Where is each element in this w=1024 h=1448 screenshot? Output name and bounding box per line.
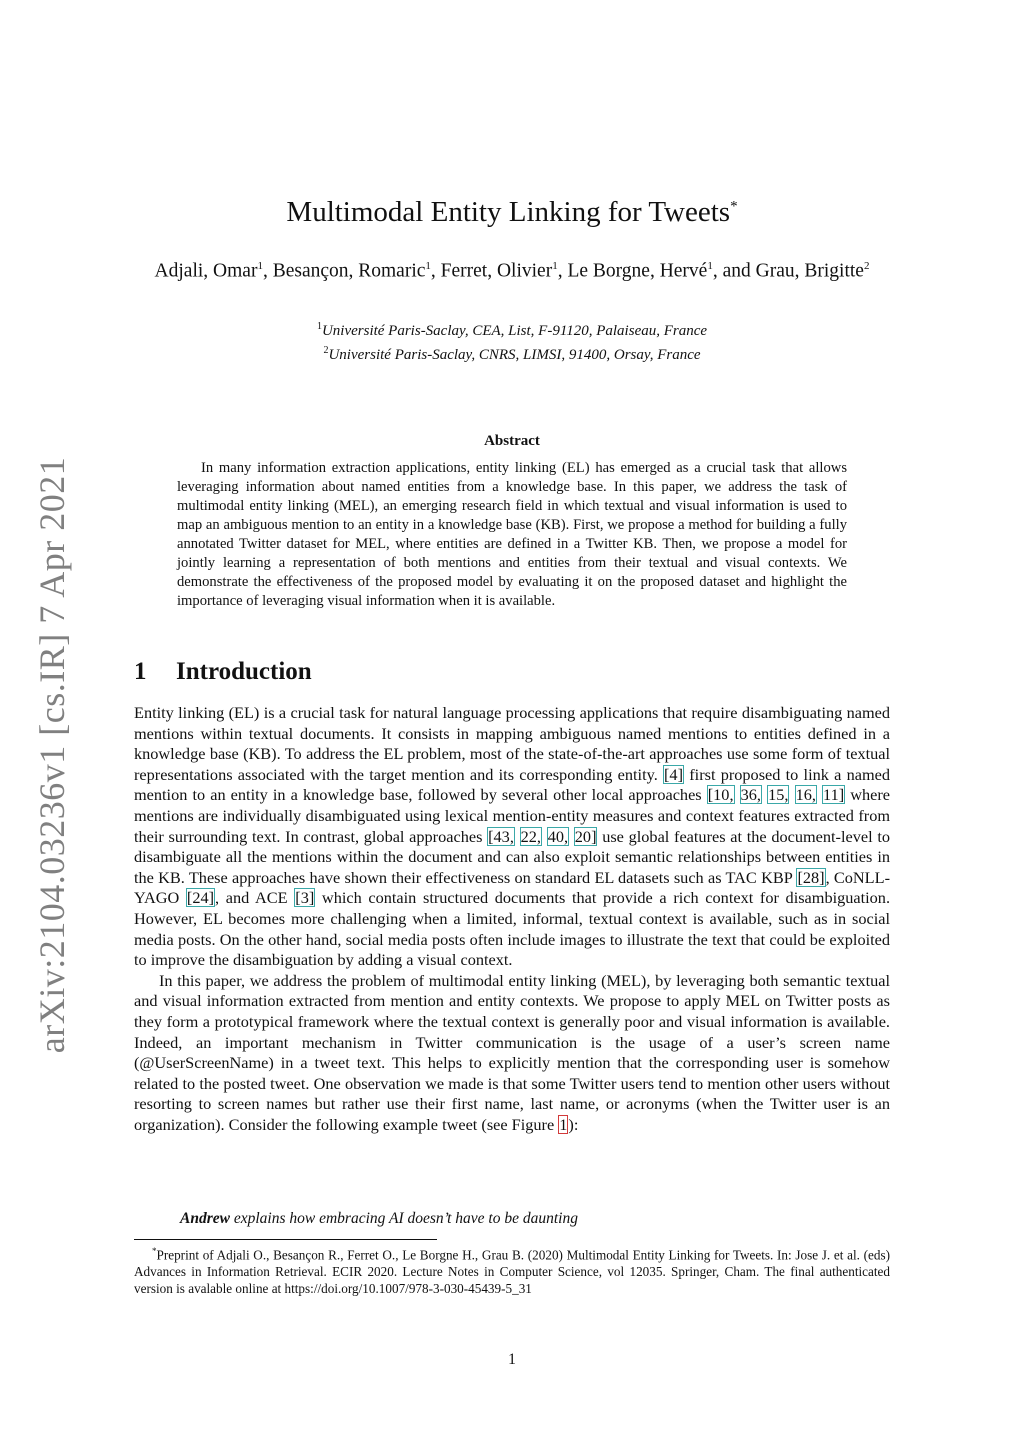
section-heading	[134, 658, 312, 686]
paper-title-text: Multimodal Entity Linking for Tweets	[286, 196, 731, 228]
page-number: 1	[508, 1351, 516, 1368]
author-3-affil: 1	[552, 260, 558, 272]
citation-link[interactable]: 20]	[574, 826, 597, 846]
citation-link[interactable]: [10,	[707, 785, 734, 805]
affiliation-1: $^1$Université Paris-Saclay, CEA, List, F-91120, Palaiseau, France	[316, 321, 708, 339]
author-4: Le Borgne, Hervé	[567, 260, 708, 282]
paper-title	[0, 196, 1024, 229]
abstract-heading: Abstract	[484, 433, 540, 449]
author-2: Besançon, Romaric	[272, 260, 426, 282]
footnote-text: Preprint of Adjali O., Besançon R., Ferret O., Le Borgne H., Grau B. (2020) Multimodal Entity Linking for Tweets. In: Jose J. et al. (eds) Advances in Information Retrieval. ECIR 2020. Lecture Notes in Computer Science, vol 12035. Springer, Cham. The final authenticated version is avalable online at https://doi.org/10.1007/978-3-030-45439-5_31	[134, 1247, 890, 1297]
paragraph-1: Entity linking (EL) is a crucial task for natural language processing applications that require disambiguating named mentions within textual documents. It consists in mapping ambiguous named mentions to entities defined in a knowledge base (KB). To address the EL problem, most of the state-of-the-art approaches use some form of textual representations associated with the target mention and its corresponding entity. [4] first proposed to link a named mention to an entity in a knowledge base, followed by several other local approaches [10, 36, 15, 16, 11] where mentions are individually disambiguated using lexical mention-entity measures and context features extracted from their surrounding text. In contrast, global approaches [43, 22, 40, 20] use global features at the document-level to disambiguate all the mentions within the document and can also exploit semantic relationships between entities in the KB. These approaches have shown their effectiveness on standard EL datasets such as TAC KBP [28], CoNLL-YAGO [24], and ACE [3] which contain structured documents that provide a rich context for disambiguation. However, EL becomes more challenging when a limited, informal, textual context is available, such as in social media posts. On the other hand, social media posts often include images to illustrate the text that could be exploited to improve the disambiguation by adding a visual context.	[134, 703, 891, 970]
affiliations	[0, 317, 1024, 365]
citation-link[interactable]: [3]	[295, 888, 315, 908]
figure-reference-link[interactable]: 1	[559, 1114, 568, 1134]
citation-link[interactable]: 15,	[768, 785, 789, 805]
citation-link[interactable]: [43,	[488, 826, 514, 846]
citation-link[interactable]: [24]	[186, 888, 215, 908]
author-1-affil: 1	[257, 260, 263, 272]
arxiv-stamp	[22, 456, 82, 1054]
citation-link[interactable]: 11]	[823, 785, 845, 805]
citation-link[interactable]: 22,	[520, 826, 541, 846]
example-tweet-text: explains how embracing AI doesn’t have to be daunting	[229, 1210, 578, 1227]
citation-link[interactable]: [28]	[797, 867, 825, 887]
footnote	[134, 1243, 890, 1297]
author-4-affil: 1	[707, 260, 713, 272]
citation-link[interactable]: [4]	[664, 764, 683, 784]
affiliation-2: $^2$Université Paris-Saclay, CNRS, LIMSI, 91400, Orsay, France	[323, 345, 701, 363]
example-tweet	[180, 1210, 578, 1228]
citation-link[interactable]: 40,	[547, 826, 569, 846]
author-3: Ferret, Olivier	[440, 260, 553, 282]
section-number: 1	[134, 658, 147, 685]
author-1: Adjali, Omar	[154, 260, 258, 282]
body-text	[134, 703, 890, 1135]
arxiv-stamp-text: arXiv:2104.03236v1 [cs.IR] 7 Apr 2021	[32, 456, 72, 1054]
author-5: and Grau, Brigitte	[722, 260, 864, 282]
section-title: Introduction	[176, 658, 312, 685]
paragraph-2: In this paper, we address the problem of multimodal entity linking (MEL), by leveraging both semantic textual and visual information extracted from mention and entity contexts. We propose to apply MEL on Twitter posts as they form a prototypical framework where the textual context is generally poor and visual information is available. Indeed, an important mechanism in Twitter communication is the usage of a user’s screen name (@UserScreenName) in a tweet text. This helps to explicitly mention that the corresponding user is somehow related to the posted tweet. One observation we made is that some Twitter users tend to mention other users without resorting to screen names but rather use their first name, last name, or acronyms (when the Twitter user is an organization). Consider the following example tweet (see Figure 1):	[134, 970, 890, 1134]
title-footnote-marker[interactable]: *	[730, 198, 738, 215]
footnote-marker: *	[152, 1246, 157, 1256]
footnote-rule	[134, 1239, 437, 1240]
abstract-text: In many information extraction applications, entity linking (EL) has emerged as a crucial task that allows leveraging information about named entities from a knowledge base. In this paper, we address the task of multimodal entity linking (MEL), an emerging research field in which textual and visual information is used to map an ambiguous mention to an entity in a knowledge base (KB). First, we propose a method for building a fully annotated Twitter dataset for MEL, where entities are defined in a Twitter KB. Then, we propose a model for jointly learning a representation of both mentions and entities from their textual and visual contexts. We demonstrate the effectiveness of the proposed model by evaluating it on the proposed dataset and highlight the importance of leveraging visual information when it is available.	[177, 460, 847, 609]
author-5-affil: 2	[863, 260, 870, 272]
author-2-affil: 1	[425, 260, 431, 272]
example-tweet-mention: Andrew	[180, 1210, 230, 1227]
citation-link[interactable]: 36,	[740, 785, 761, 805]
citation-link[interactable]: 16,	[795, 785, 816, 805]
author-list: Adjali, Omar$^1$, Besançon, Romaric$^1$, Ferret, Olivier$^1$, Le Borgne, Hervé$^1$, and Grau, Brigitte$^2$	[154, 260, 870, 282]
